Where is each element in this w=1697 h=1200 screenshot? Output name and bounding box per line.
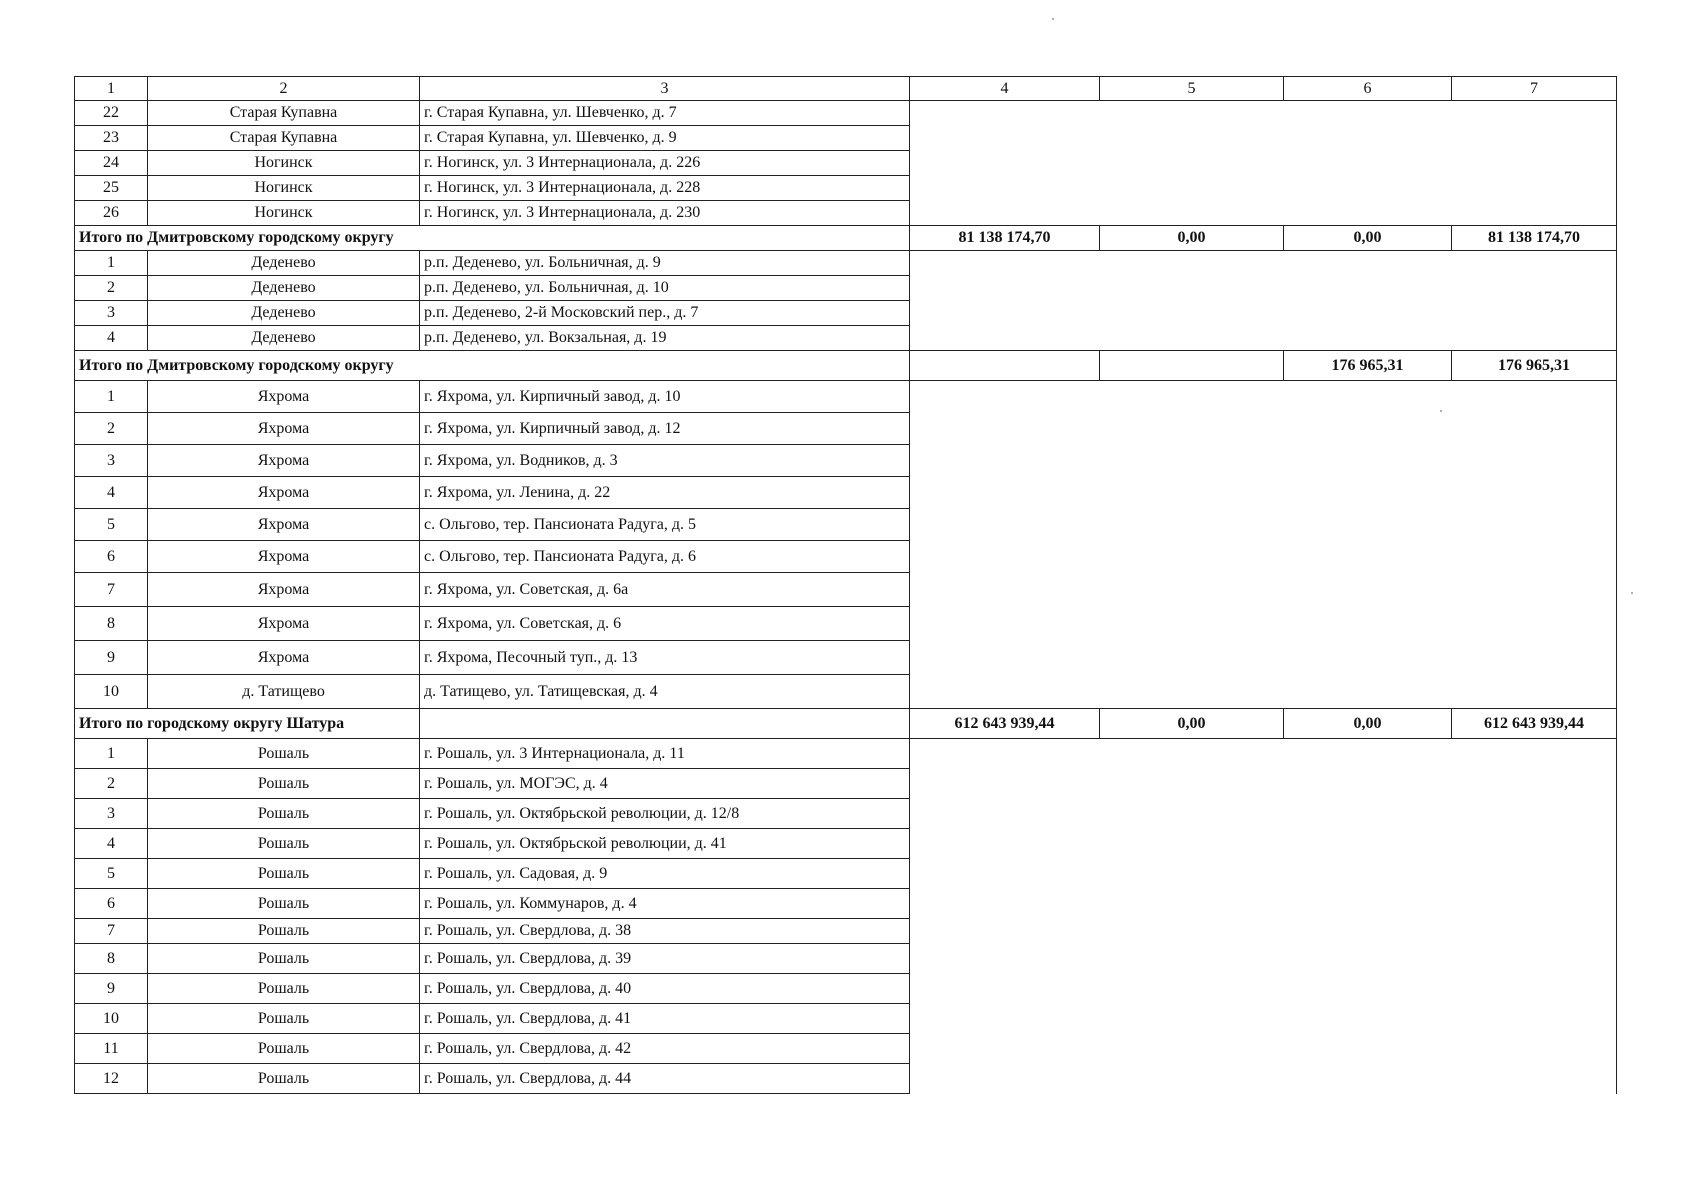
row-city: Рошаль bbox=[148, 919, 420, 944]
row-number: 7 bbox=[75, 573, 148, 607]
row-city: Яхрома bbox=[148, 381, 420, 413]
row-city: Яхрома bbox=[148, 477, 420, 509]
row-city: Яхрома bbox=[148, 607, 420, 641]
col-header-7: 7 bbox=[1452, 77, 1617, 101]
row-address: г. Рошаль, ул. Садовая, д. 9 bbox=[420, 859, 910, 889]
row-city: Ногинск bbox=[148, 201, 420, 226]
row-number: 10 bbox=[75, 675, 148, 709]
row-address: г. Рошаль, ул. Свердлова, д. 40 bbox=[420, 974, 910, 1004]
scan-speck bbox=[1440, 410, 1442, 412]
row-number: 4 bbox=[75, 829, 148, 859]
row-city: Старая Купавна bbox=[148, 101, 420, 126]
row-city: Рошаль bbox=[148, 799, 420, 829]
row-city: д. Татищево bbox=[148, 675, 420, 709]
empty-value-area bbox=[910, 381, 1617, 709]
row-address: р.п. Деденево, ул. Больничная, д. 10 bbox=[420, 276, 910, 301]
total-col-7: 81 138 174,70 bbox=[1452, 226, 1617, 251]
total-col-5: 0,00 bbox=[1100, 709, 1284, 739]
row-city: Рошаль bbox=[148, 1004, 420, 1034]
row-address: г. Яхрома, ул. Кирпичный завод, д. 10 bbox=[420, 381, 910, 413]
row-city: Рошаль bbox=[148, 1064, 420, 1094]
row-number: 1 bbox=[75, 251, 148, 276]
row-address: д. Татищево, ул. Татищевская, д. 4 bbox=[420, 675, 910, 709]
row-address: г. Старая Купавна, ул. Шевченко, д. 9 bbox=[420, 126, 910, 151]
row-city: Рошаль bbox=[148, 829, 420, 859]
row-address: г. Рошаль, ул. Свердлова, д. 39 bbox=[420, 944, 910, 974]
row-number: 4 bbox=[75, 326, 148, 351]
row-number: 6 bbox=[75, 541, 148, 573]
table-row bbox=[75, 739, 1617, 769]
row-city: Яхрома bbox=[148, 445, 420, 477]
row-address: г. Ногинск, ул. 3 Интернационала, д. 226 bbox=[420, 151, 910, 176]
row-address: г. Яхрома, ул. Советская, д. 6а bbox=[420, 573, 910, 607]
total-row bbox=[75, 226, 1617, 251]
row-number: 24 bbox=[75, 151, 148, 176]
row-number: 8 bbox=[75, 607, 148, 641]
total-col-6: 176 965,31 bbox=[1284, 351, 1452, 381]
row-number: 2 bbox=[75, 276, 148, 301]
row-number: 1 bbox=[75, 381, 148, 413]
total-label: Итого по Дмитровскому городскому округу bbox=[75, 351, 910, 381]
total-col-6: 0,00 bbox=[1284, 709, 1452, 739]
row-number: 3 bbox=[75, 445, 148, 477]
col-header-3: 3 bbox=[420, 77, 910, 101]
row-city: Деденево bbox=[148, 301, 420, 326]
row-address: р.п. Деденево, ул. Вокзальная, д. 19 bbox=[420, 326, 910, 351]
scan-speck bbox=[1631, 592, 1633, 594]
row-address: г. Рошаль, ул. МОГЭС, д. 4 bbox=[420, 769, 910, 799]
row-address: с. Ольгово, тер. Пансионата Радуга, д. 5 bbox=[420, 509, 910, 541]
total-col-7: 612 643 939,44 bbox=[1452, 709, 1617, 739]
row-city: Деденево bbox=[148, 276, 420, 301]
row-address: г. Яхрома, ул. Ленина, д. 22 bbox=[420, 477, 910, 509]
row-address: г. Ногинск, ул. 3 Интернационала, д. 228 bbox=[420, 176, 910, 201]
row-number: 7 bbox=[75, 919, 148, 944]
row-city: Ногинск bbox=[148, 176, 420, 201]
row-address: г. Яхрома, ул. Советская, д. 6 bbox=[420, 607, 910, 641]
row-number: 2 bbox=[75, 413, 148, 445]
row-number: 9 bbox=[75, 974, 148, 1004]
row-number: 26 bbox=[75, 201, 148, 226]
buildings-table bbox=[74, 76, 1617, 1094]
col-header-1: 1 bbox=[75, 77, 148, 101]
row-address: г. Ногинск, ул. 3 Интернационала, д. 230 bbox=[420, 201, 910, 226]
row-number: 22 bbox=[75, 101, 148, 126]
empty-value-area bbox=[910, 101, 1617, 226]
row-number: 11 bbox=[75, 1034, 148, 1064]
total-empty-cell bbox=[420, 709, 910, 739]
row-address: г. Старая Купавна, ул. Шевченко, д. 7 bbox=[420, 101, 910, 126]
row-address: р.п. Деденево, 2-й Московский пер., д. 7 bbox=[420, 301, 910, 326]
col-header-6: 6 bbox=[1284, 77, 1452, 101]
total-col-4 bbox=[910, 351, 1100, 381]
header-row bbox=[75, 77, 1617, 101]
total-label: Итого по Дмитровскому городскому округу bbox=[75, 226, 910, 251]
row-number: 4 bbox=[75, 477, 148, 509]
table-row bbox=[75, 251, 1617, 276]
row-city: Яхрома bbox=[148, 573, 420, 607]
row-number: 25 bbox=[75, 176, 148, 201]
row-city: Рошаль bbox=[148, 1034, 420, 1064]
row-city: Рошаль bbox=[148, 739, 420, 769]
row-city: Яхрома bbox=[148, 413, 420, 445]
row-number: 8 bbox=[75, 944, 148, 974]
row-city: Деденево bbox=[148, 251, 420, 276]
scan-speck bbox=[1052, 18, 1054, 20]
total-col-7: 176 965,31 bbox=[1452, 351, 1617, 381]
document-sheet bbox=[74, 76, 1616, 1094]
row-number: 6 bbox=[75, 889, 148, 919]
table-row bbox=[75, 381, 1617, 413]
row-city: Ногинск bbox=[148, 151, 420, 176]
row-address: г. Яхрома, ул. Водников, д. 3 bbox=[420, 445, 910, 477]
total-col-5: 0,00 bbox=[1100, 226, 1284, 251]
total-row bbox=[75, 351, 1617, 381]
row-address: г. Рошаль, ул. Октябрьской революции, д. 12/8 bbox=[420, 799, 910, 829]
row-address: г. Рошаль, ул. Свердлова, д. 44 bbox=[420, 1064, 910, 1094]
total-label: Итого по городскому округу Шатура bbox=[75, 709, 420, 739]
row-address: г. Рошаль, ул. Октябрьской революции, д. 41 bbox=[420, 829, 910, 859]
row-address: г. Рошаль, ул. Свердлова, д. 41 bbox=[420, 1004, 910, 1034]
row-number: 10 bbox=[75, 1004, 148, 1034]
row-number: 23 bbox=[75, 126, 148, 151]
row-address: г. Рошаль, ул. 3 Интернационала, д. 11 bbox=[420, 739, 910, 769]
row-city: Рошаль bbox=[148, 974, 420, 1004]
col-header-4: 4 bbox=[910, 77, 1100, 101]
row-city: Яхрома bbox=[148, 541, 420, 573]
row-number: 1 bbox=[75, 739, 148, 769]
row-address: г. Яхрома, ул. Кирпичный завод, д. 12 bbox=[420, 413, 910, 445]
empty-value-area bbox=[910, 739, 1617, 1094]
row-city: Яхрома bbox=[148, 641, 420, 675]
total-row bbox=[75, 709, 1617, 739]
total-col-6: 0,00 bbox=[1284, 226, 1452, 251]
table-row bbox=[75, 101, 1617, 126]
row-address: г. Рошаль, ул. Свердлова, д. 38 bbox=[420, 919, 910, 944]
row-number: 9 bbox=[75, 641, 148, 675]
row-city: Деденево bbox=[148, 326, 420, 351]
row-number: 5 bbox=[75, 859, 148, 889]
row-number: 12 bbox=[75, 1064, 148, 1094]
total-col-4: 612 643 939,44 bbox=[910, 709, 1100, 739]
row-city: Рошаль bbox=[148, 944, 420, 974]
total-col-5 bbox=[1100, 351, 1284, 381]
row-address: г. Рошаль, ул. Свердлова, д. 42 bbox=[420, 1034, 910, 1064]
row-city: Яхрома bbox=[148, 509, 420, 541]
col-header-5: 5 bbox=[1100, 77, 1284, 101]
col-header-2: 2 bbox=[148, 77, 420, 101]
empty-value-area bbox=[910, 251, 1617, 351]
row-number: 5 bbox=[75, 509, 148, 541]
row-number: 3 bbox=[75, 301, 148, 326]
row-address: с. Ольгово, тер. Пансионата Радуга, д. 6 bbox=[420, 541, 910, 573]
row-address: г. Рошаль, ул. Коммунаров, д. 4 bbox=[420, 889, 910, 919]
row-number: 2 bbox=[75, 769, 148, 799]
row-address: г. Яхрома, Песочный туп., д. 13 bbox=[420, 641, 910, 675]
row-city: Рошаль bbox=[148, 859, 420, 889]
row-city: Старая Купавна bbox=[148, 126, 420, 151]
row-address: р.п. Деденево, ул. Больничная, д. 9 bbox=[420, 251, 910, 276]
row-number: 3 bbox=[75, 799, 148, 829]
row-city: Рошаль bbox=[148, 889, 420, 919]
total-col-4: 81 138 174,70 bbox=[910, 226, 1100, 251]
row-city: Рошаль bbox=[148, 769, 420, 799]
